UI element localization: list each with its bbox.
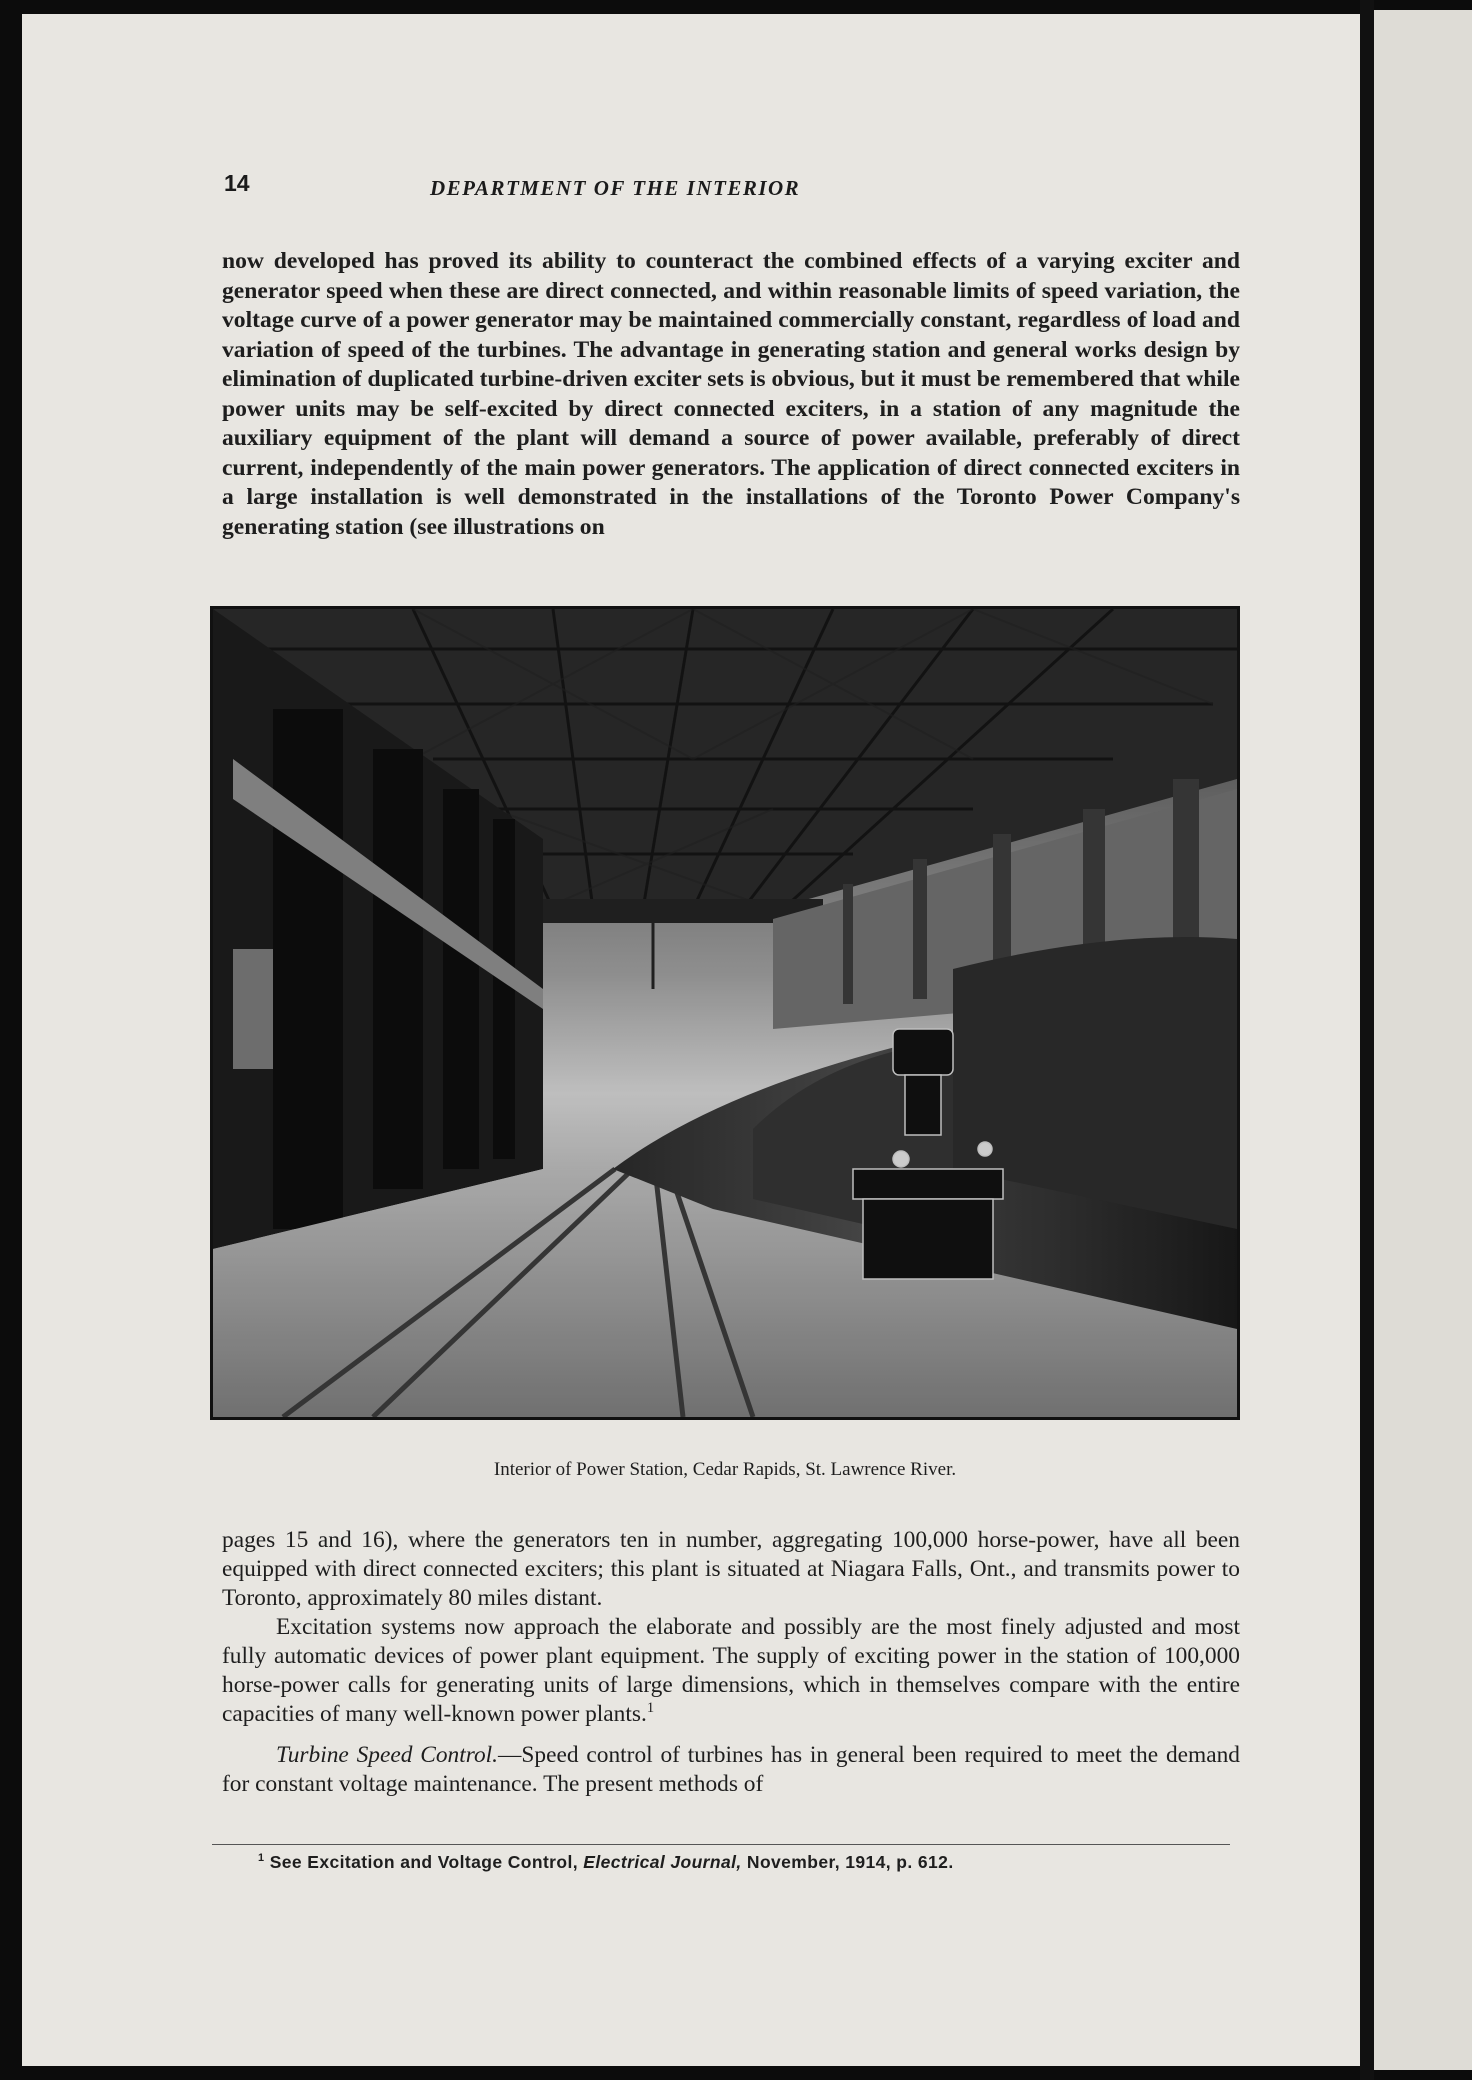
turbine-heading: Turbine Speed Control. [276, 1742, 499, 1768]
body-text-top [222, 247, 1240, 542]
facing-page-edge [1374, 10, 1472, 2070]
footnote-journal: Electrical Journal, [583, 1852, 742, 1872]
paragraph-turbine [222, 1741, 1240, 1799]
body-text-bottom [222, 1526, 1240, 1799]
footnote-rule [212, 1844, 1230, 1845]
figure-caption: Interior of Power Station, Cedar Rapids, St. Lawrence River. [493, 1459, 957, 1480]
paragraph-continued: now developed has proved its ability to counteract the combined effects of a varying exciter and generator speed when these are direct connected, and within reasonable limits of speed variation, the voltage curve of a power generator may be maintained commercially constant, regardless of load and variation of speed of the turbines. The advantage in generating station and general works design by elimination of duplicated turbine-driven exciter sets is obvious, but it must be remembered that while power units may be self-excited by direct connected exciters, in a station of any magnitude the auxiliary equipment of the plant will demand a source of power available, preferably of direct current, independently of the main power generators. The application of direct connected exciters in a large installation is well demonstrated in the installations of the Toronto Power Company's generating station (see illustrations on [222, 248, 1240, 540]
footnote-marker: 1 [258, 1852, 265, 1865]
paragraph-excitation [222, 1613, 1240, 1729]
excitation-text: Excitation systems now approach the elaborate and possibly are the most finely adjusted and most fully automatic devices of power plant equipment. The supply of exciting power in the station of 100,000 horse-power calls for generating units of large dimensions, which in themselves compare with the entire capacities of many well-known power plants. [222, 1614, 1240, 1727]
paragraph-continuation: pages 15 and 16), where the generators ten in number, aggregating 100,000 horse-power, have all been equipped with direct connected exciters; this plant is situated at Niagara Falls, Ont., and transmits power to Toronto, approximately 80 miles distant. [222, 1527, 1240, 1611]
book-spine [1360, 0, 1374, 2080]
footnote-reference: 1 [646, 1700, 655, 1717]
running-title: DEPARTMENT OF THE INTERIOR [430, 176, 801, 200]
footnote-prefix: See Excitation and Voltage Control, [269, 1852, 579, 1872]
turbine-text: —Speed control of turbines has in general been required to meet the demand for constant voltage maintenance. The present methods of [222, 1742, 1240, 1797]
power-station-photo [213, 609, 1237, 1417]
page-number: 14 [224, 170, 250, 196]
footnote-suffix: November, 1914, p. 612. [746, 1852, 954, 1872]
photo-figure [210, 606, 1240, 1420]
footnote [258, 1852, 1218, 1873]
